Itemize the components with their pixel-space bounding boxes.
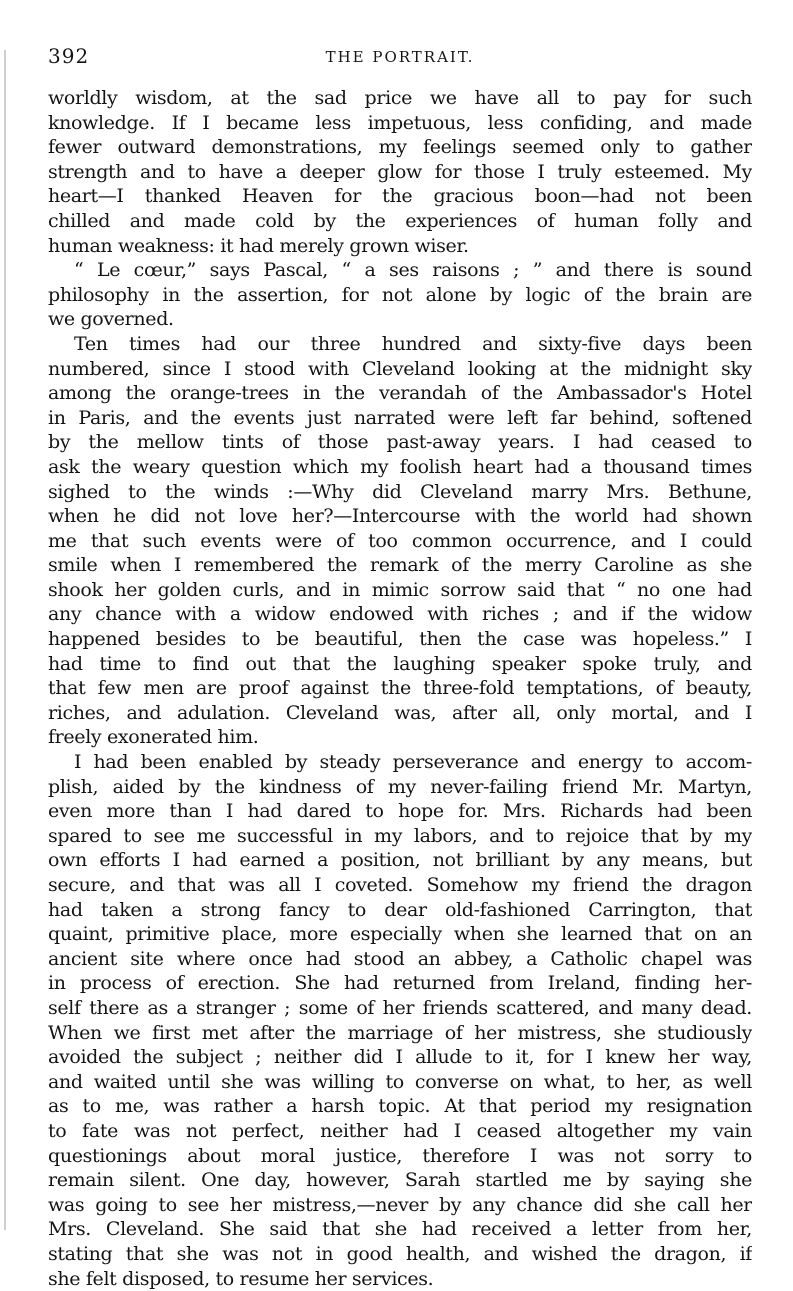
text-line: riches, and adulation. Cleveland was, after all, only mortal, and I <box>48 701 752 726</box>
text-line: chilled and made cold by the experiences of human folly and <box>48 209 752 234</box>
text-line: Ten times had our three hundred and sixty-five days been <box>48 332 752 357</box>
text-line: spared to see me successful in my labors, and to rejoice that by my <box>48 824 752 849</box>
text-line: when he did not love her?—Intercourse with the world had shown <box>48 504 752 529</box>
text-line: ancient site where once had stood an abbey, a Catholic chapel was <box>48 947 752 972</box>
text-line: sighed to the winds :—Why did Cleveland marry Mrs. Bethune, <box>48 480 752 505</box>
text-line: heart—I thanked Heaven for the gracious boon—had not been <box>48 184 752 209</box>
paragraph <box>48 258 752 332</box>
text-line: knowledge. If I became less impetuous, less confiding, and made <box>48 111 752 136</box>
text-line: in process of erection. She had returned from Ireland, finding her- <box>48 971 752 996</box>
text-line: even more than I had dared to hope for. Mrs. Richards had been <box>48 799 752 824</box>
paragraph <box>48 750 752 1291</box>
text-line: was going to see her mistress,—never by any chance did she call her <box>48 1193 752 1218</box>
text-line: any chance with a widow endowed with riches ; and if the widow <box>48 602 752 627</box>
text-line: to fate was not perfect, neither had I ceased altogether my vain <box>48 1119 752 1144</box>
text-line: avoided the subject ; neither did I allude to it, for I knew her way, <box>48 1045 752 1070</box>
text-line: own efforts I had earned a position, not brilliant by any means, but <box>48 848 752 873</box>
text-line: philosophy in the assertion, for not alone by logic of the brain are <box>48 283 752 308</box>
text-line: I had been enabled by steady perseverance and energy to accom- <box>48 750 752 775</box>
page-header <box>48 44 752 74</box>
text-line: quaint, primitive place, more especially when she learned that on an <box>48 922 752 947</box>
text-line: worldly wisdom, at the sad price we have all to pay for such <box>48 86 752 111</box>
text-line: human weakness: it had merely grown wiser. <box>48 234 752 259</box>
text-line: smile when I remembered the remark of the merry Caroline as she <box>48 553 752 578</box>
text-line: had time to find out that the laughing speaker spoke truly, and <box>48 652 752 677</box>
text-line: happened besides to be beautiful, then the case was hopeless.” I <box>48 627 752 652</box>
text-line: by the mellow tints of those past-away years. I had ceased to <box>48 430 752 455</box>
text-line: stating that she was not in good health, and wished the dragon, if <box>48 1242 752 1267</box>
text-line: as to me, was rather a harsh topic. At that period my resignation <box>48 1094 752 1119</box>
text-line: When we first met after the marriage of her mistress, she studiously <box>48 1021 752 1046</box>
text-line: remain silent. One day, however, Sarah startled me by saying she <box>48 1168 752 1193</box>
text-line: that few men are proof against the three-fold temptations, of beauty, <box>48 676 752 701</box>
text-line: self there as a stranger ; some of her friends scattered, and many dead. <box>48 996 752 1021</box>
body-text <box>48 86 752 1291</box>
text-line: numbered, since I stood with Cleveland looking at the midnight sky <box>48 357 752 382</box>
text-line: “ Le cœur,” says Pascal, “ a ses raisons ; ” and there is sound <box>48 258 752 283</box>
text-line: ask the weary question which my foolish heart had a thousand times <box>48 455 752 480</box>
text-line: Mrs. Cleveland. She said that she had received a letter from her, <box>48 1217 752 1242</box>
paragraph <box>48 332 752 750</box>
text-line: strength and to have a deeper glow for those I truly esteemed. My <box>48 160 752 185</box>
text-line: questionings about moral justice, therefore I was not sorry to <box>48 1144 752 1169</box>
text-line: fewer outward demonstrations, my feelings seemed only to gather <box>48 135 752 160</box>
text-line: we governed. <box>48 307 752 332</box>
text-line: freely exonerated him. <box>48 725 752 750</box>
text-line: shook her golden curls, and in mimic sorrow said that “ no one had <box>48 578 752 603</box>
text-line: secure, and that was all I coveted. Somehow my friend the dragon <box>48 873 752 898</box>
text-line: me that such events were of too common occurrence, and I could <box>48 529 752 554</box>
text-line: and waited until she was willing to converse on what, to her, as well <box>48 1070 752 1095</box>
text-line: had taken a strong fancy to dear old-fashioned Carrington, that <box>48 898 752 923</box>
text-line: plish, aided by the kindness of my never-failing friend Mr. Martyn, <box>48 775 752 800</box>
paragraph <box>48 86 752 258</box>
running-title: THE PORTRAIT. <box>48 48 752 66</box>
text-line: among the orange-trees in the verandah of the Ambassador's Hotel <box>48 381 752 406</box>
text-line: she felt disposed, to resume her services. <box>48 1267 752 1291</box>
page-edge-shadow <box>4 50 6 1230</box>
page-number: 392 <box>48 44 89 68</box>
text-line: in Paris, and the events just narrated were left far behind, softened <box>48 406 752 431</box>
